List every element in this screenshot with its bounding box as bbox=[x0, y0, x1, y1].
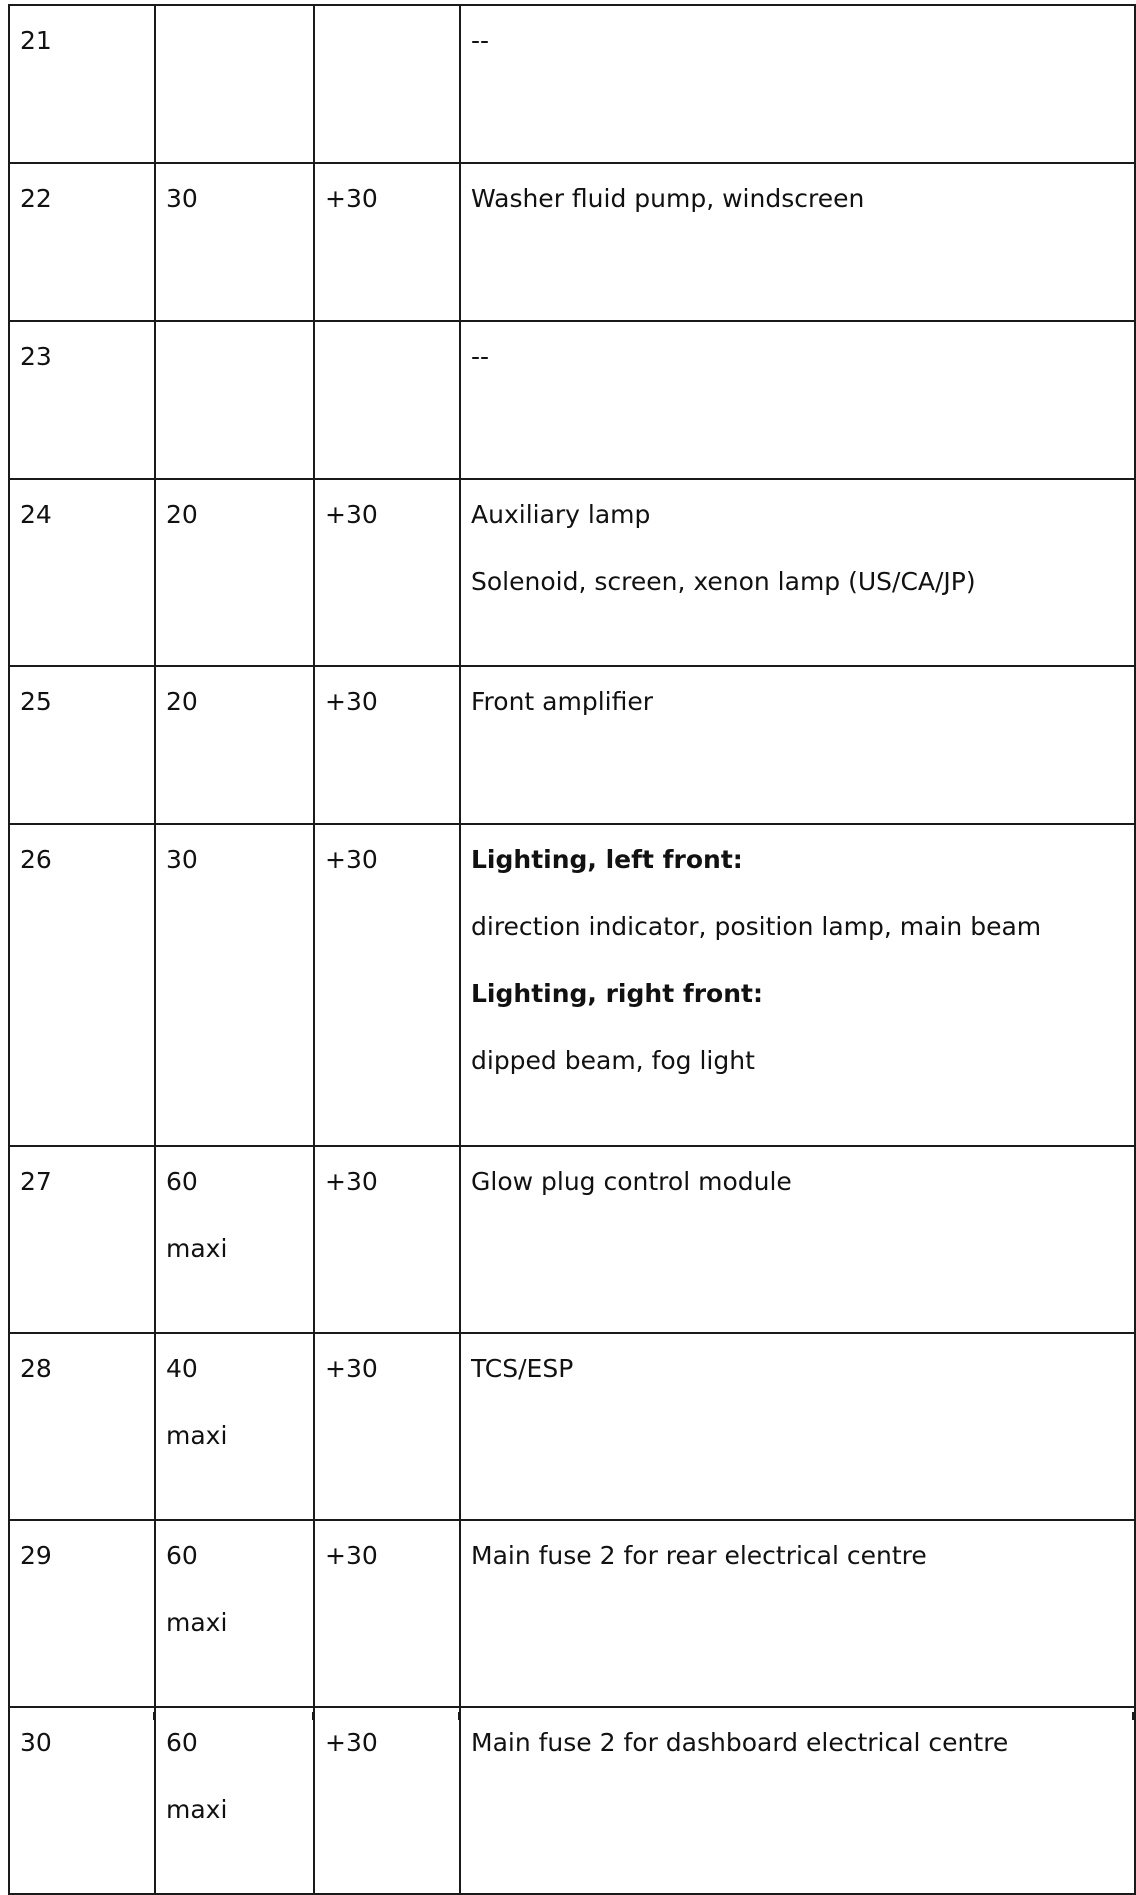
amperage-cell bbox=[155, 824, 314, 1146]
table-row bbox=[9, 666, 1135, 824]
fuse-number: 24 bbox=[20, 500, 52, 529]
description-line: Auxiliary lamp bbox=[471, 500, 651, 529]
table-row bbox=[9, 1520, 1135, 1707]
terminal-value: +30 bbox=[325, 1541, 378, 1570]
description-line: dipped beam, fog light bbox=[471, 1046, 755, 1075]
terminal-cell bbox=[314, 666, 460, 824]
terminal-value: +30 bbox=[325, 500, 378, 529]
fuse-number-cell bbox=[9, 1520, 155, 1707]
fuse-number: 22 bbox=[20, 184, 52, 213]
table-row bbox=[9, 163, 1135, 321]
amperage-cell bbox=[155, 163, 314, 321]
fuse-type: maxi bbox=[166, 1608, 228, 1637]
description-line: -- bbox=[471, 342, 490, 371]
fuse-type bbox=[166, 569, 303, 636]
fuse-number-cell bbox=[9, 321, 155, 479]
terminal-value: +30 bbox=[325, 1728, 378, 1757]
fuse-number-cell bbox=[9, 1707, 155, 1894]
description-line: Solenoid, screen, xenon lamp (US/CA/JP) bbox=[471, 567, 976, 596]
amperage-value: 20 bbox=[166, 500, 198, 529]
fuse-type bbox=[166, 756, 303, 823]
description-cell bbox=[460, 666, 1135, 824]
fuse-table bbox=[8, 4, 1136, 1895]
table-row bbox=[9, 1146, 1135, 1333]
fuse-number-cell bbox=[9, 479, 155, 666]
description-heading: Lighting, left front: bbox=[471, 845, 743, 874]
terminal-cell bbox=[314, 163, 460, 321]
amperage-value: 30 bbox=[166, 845, 198, 874]
description-line: -- bbox=[471, 26, 490, 55]
terminal-cell bbox=[314, 479, 460, 666]
table-row bbox=[9, 5, 1135, 163]
fuse-number-cell bbox=[9, 666, 155, 824]
amperage-value: 40 bbox=[166, 1354, 198, 1383]
table-row bbox=[9, 1333, 1135, 1520]
fuse-number: 21 bbox=[20, 26, 52, 55]
fuse-number: 26 bbox=[20, 845, 52, 874]
amperage-cell bbox=[155, 479, 314, 666]
amperage-cell bbox=[155, 1146, 314, 1333]
terminal-cell bbox=[314, 824, 460, 1146]
terminal-cell bbox=[314, 321, 460, 479]
terminal-cell bbox=[314, 1707, 460, 1894]
fuse-number-cell bbox=[9, 5, 155, 163]
table-row bbox=[9, 321, 1135, 479]
amperage-value bbox=[166, 344, 303, 411]
fuse-type: maxi bbox=[166, 1421, 228, 1450]
amperage-value: 60 bbox=[166, 1167, 198, 1196]
amperage-value bbox=[166, 28, 303, 95]
fuse-number: 23 bbox=[20, 342, 52, 371]
fuse-type bbox=[166, 411, 303, 478]
fuse-table-body bbox=[9, 5, 1135, 1894]
amperage-cell bbox=[155, 666, 314, 824]
fuse-number: 27 bbox=[20, 1167, 52, 1196]
fuse-number-cell bbox=[9, 163, 155, 321]
amperage-cell bbox=[155, 1520, 314, 1707]
table-row bbox=[9, 479, 1135, 666]
description-heading: Lighting, right front: bbox=[471, 979, 763, 1008]
description-cell bbox=[460, 824, 1135, 1146]
description-line: Washer fluid pump, windscreen bbox=[471, 184, 865, 213]
amperage-cell bbox=[155, 1333, 314, 1520]
terminal-cell bbox=[314, 5, 460, 163]
terminal-value: +30 bbox=[325, 1354, 378, 1383]
description-line: direction indicator, position lamp, main beam bbox=[471, 912, 1042, 941]
description-line: Main fuse 2 for dashboard electrical centre bbox=[471, 1728, 1009, 1757]
terminal-cell bbox=[314, 1333, 460, 1520]
description-line: Main fuse 2 for rear electrical centre bbox=[471, 1541, 927, 1570]
description-cell bbox=[460, 1707, 1135, 1894]
amperage-cell bbox=[155, 1707, 314, 1894]
table-row bbox=[9, 1707, 1135, 1894]
terminal-value: +30 bbox=[325, 687, 378, 716]
fuse-number: 25 bbox=[20, 687, 52, 716]
description-cell bbox=[460, 479, 1135, 666]
fuse-type: maxi bbox=[166, 1795, 228, 1824]
fuse-number: 28 bbox=[20, 1354, 52, 1383]
amperage-value: 60 bbox=[166, 1541, 198, 1570]
amperage-value: 60 bbox=[166, 1728, 198, 1757]
description-cell bbox=[460, 1520, 1135, 1707]
terminal-value: +30 bbox=[325, 845, 378, 874]
fuse-number-cell bbox=[9, 824, 155, 1146]
amperage-cell bbox=[155, 321, 314, 479]
fuse-number: 30 bbox=[20, 1728, 52, 1757]
description-line: Glow plug control module bbox=[471, 1167, 792, 1196]
fuse-type bbox=[166, 95, 303, 162]
terminal-value bbox=[325, 28, 449, 95]
terminal-value bbox=[325, 344, 449, 411]
fuse-type bbox=[166, 253, 303, 320]
fuse-number-cell bbox=[9, 1333, 155, 1520]
fuse-number-cell bbox=[9, 1146, 155, 1333]
description-cell bbox=[460, 321, 1135, 479]
amperage-value: 30 bbox=[166, 184, 198, 213]
fuse-type: maxi bbox=[166, 1234, 228, 1263]
description-line: TCS/ESP bbox=[471, 1354, 574, 1383]
terminal-cell bbox=[314, 1146, 460, 1333]
description-cell bbox=[460, 1333, 1135, 1520]
amperage-value: 20 bbox=[166, 687, 198, 716]
table-continuation-lines bbox=[8, 1712, 1134, 1720]
description-cell bbox=[460, 1146, 1135, 1333]
fuse-number: 29 bbox=[20, 1541, 52, 1570]
terminal-cell bbox=[314, 1520, 460, 1707]
fuse-type bbox=[166, 914, 303, 981]
description-line: Front amplifier bbox=[471, 687, 654, 716]
amperage-cell bbox=[155, 5, 314, 163]
description-cell bbox=[460, 5, 1135, 163]
terminal-value: +30 bbox=[325, 184, 378, 213]
description-cell bbox=[460, 163, 1135, 321]
table-row bbox=[9, 824, 1135, 1146]
terminal-value: +30 bbox=[325, 1167, 378, 1196]
